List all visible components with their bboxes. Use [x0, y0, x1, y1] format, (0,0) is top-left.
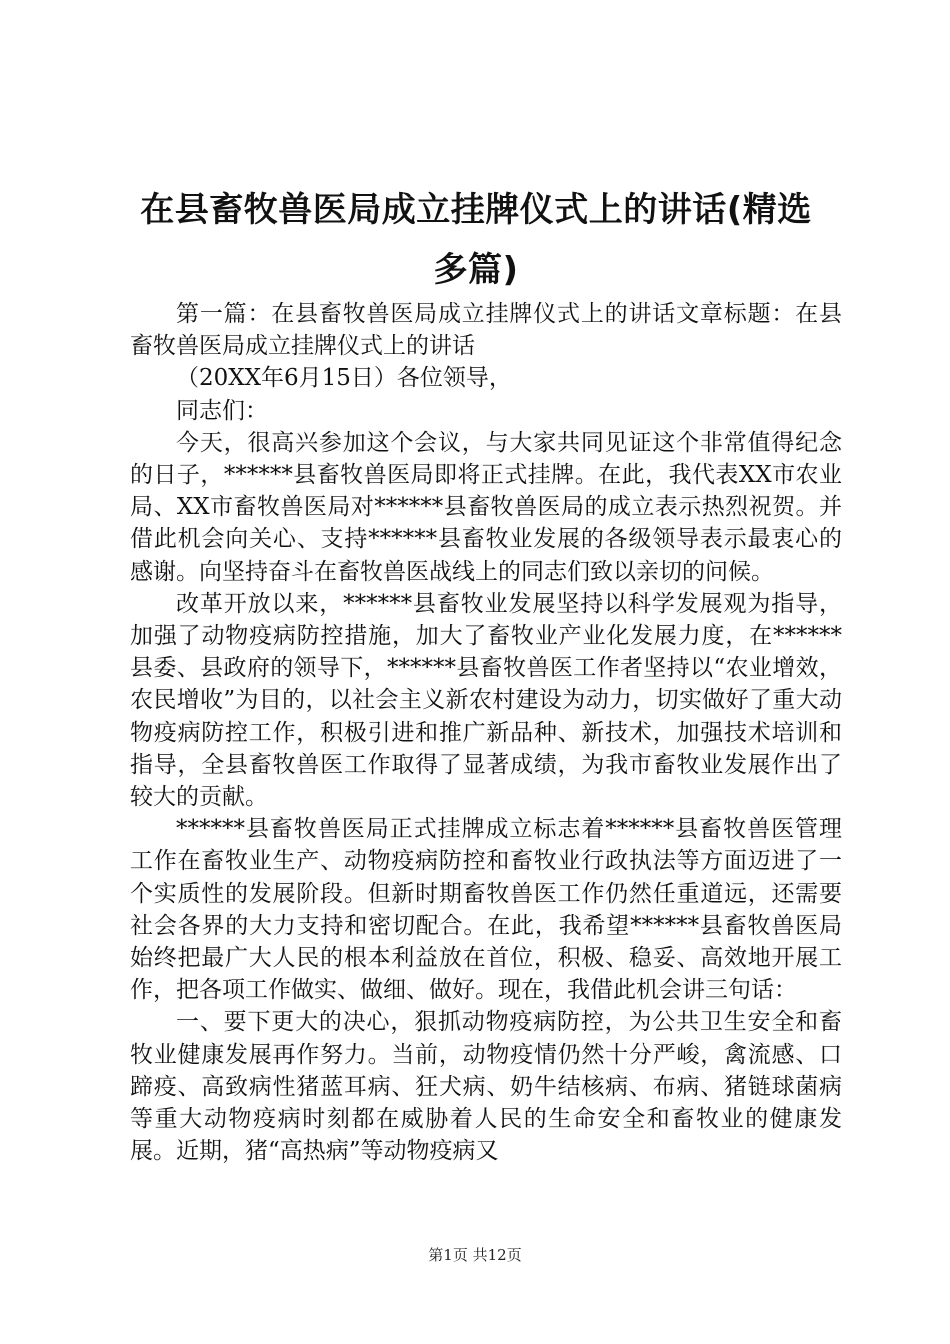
paragraph-date-greeting: （20XX年6月15日）各位领导， [176, 365, 512, 392]
paragraph-intro: 第一篇：在县畜牧兽医局成立挂牌仪式上的讲话文章标题：在县畜牧兽医局成立挂牌仪式上的讲话 [130, 301, 842, 360]
paragraph-salutation: 同志们： [176, 397, 268, 424]
document-title [120, 180, 832, 300]
title-line-1: 在县畜牧兽医局成立挂牌仪式上的讲话(精选 [140, 190, 812, 230]
paragraph-point-one: 一、要下更大的决心，狠抓动物疫病防控，为公共卫生安全和畜牧业健康发展再作努力。当前，动物疫情仍然十分严峻，禽流感、口蹄疫、高致病性猪蓝耳病、狂犬病、奶牛结核病、布病、猪链球菌病等重大动物疫病时刻都在威胁着人民的生命安全和畜牧业的健康发展。近期，猪“高热病”等动物疫病又 [130, 1009, 842, 1165]
paragraph-opening: 今天，很高兴参加这个会议，与大家共同见证这个非常值得纪念的日子，******县畜牧兽医局即将正式挂牌。在此，我代表XX市农业局、XX市畜牧兽医局对******县畜牧兽医局的成立表示热烈祝贺。并借此机会向关心、支持******县畜牧业发展的各级领导表示最衷心的感谢。向坚持奋斗在畜牧兽医战线上的同志们致以亲切的问候。 [130, 429, 842, 585]
paragraph-achievements: 改革开放以来，******县畜牧业发展坚持以科学发展观为指导，加强了动物疫病防控措施，加大了畜牧业产业化发展力度，在******县委、县政府的领导下，******县畜牧兽医工作者坚持以“农业增效，农民增收”为目的，以社会主义新农村建设为动力，切实做好了重大动物疫病防控工作，积极引进和推广新品种、新技术，加强技术培训和指导，全县畜牧兽医工作取得了显著成绩，为我市畜牧业发展作出了较大的贡献。 [130, 590, 842, 811]
title-line-2: 多篇) [433, 250, 519, 290]
document-body [130, 298, 842, 1167]
paragraph-significance: ******县畜牧兽医局正式挂牌成立标志着******县畜牧兽医管理工作在畜牧业生产、动物疫病防控和畜牧业行政执法等方面迈进了一个实质性的发展阶段。但新时期畜牧兽医工作仍然任重道远，还需要社会各界的大力支持和密切配合。在此，我希望******县畜牧兽医局始终把最广大人民的根本利益放在首位，积极、稳妥、高效地开展工作，把各项工作做实、做细、做好。现在，我借此机会讲三句话： [130, 816, 842, 1004]
page-footer: 第1页 共12页 [428, 1246, 522, 1264]
